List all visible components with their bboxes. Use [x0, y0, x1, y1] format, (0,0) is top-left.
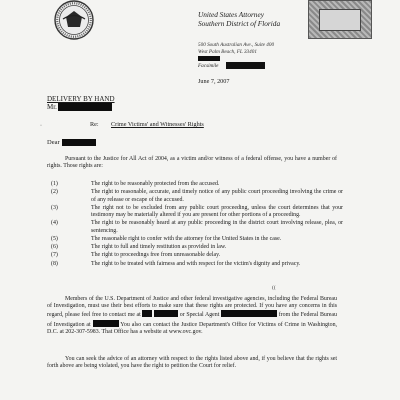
list-item: (6) The right to full and timely restitution as provided in law. — [51, 244, 227, 251]
list-item: (3) The right not to be excluded from any public court proceeding, unless the court determines that your testimony may be materially altered if you are present for other portions of a proceeding. — [51, 204, 343, 218]
list-item: (5) The reasonable right to confer with the attorney for the United States in the case. — [51, 235, 282, 242]
stray-mark: (( — [272, 285, 276, 291]
district-name: Southern District of Florida — [198, 18, 281, 28]
letterhead — [198, 11, 280, 28]
members-paragraph — [47, 296, 337, 336]
list-item: (8) The right to be treated with fairness and with respect for the victim's dignity and privacy. — [51, 260, 301, 267]
office-name: United States Attorney — [198, 10, 264, 19]
address-line-1: 500 South Australian Ave., Suite 400 — [198, 42, 275, 48]
intro-paragraph: Pursuant to the Justice for All Act of 2004, as a victim and/or witness of a federal offense, you have a number of rights. Those rights are: — [47, 156, 337, 170]
list-item: (2) The right to reasonable, accurate, and timely notice of any public court proceeding involving the crime or of any release or escape of the accused. — [51, 189, 343, 203]
redacted-agent-name — [221, 310, 277, 317]
facsimile-label: Facsimile — [198, 63, 219, 69]
rights-list — [47, 181, 343, 269]
members-text-1: Members of the U.S. Department of Justice and other federal investigative agencies, including the Federal Bureau of Investigation, must use their best efforts to make sure that these rights are protected. If you have any concerns in this regard, please feel free to contact me at — [47, 296, 337, 319]
redacted-phone-2 — [154, 310, 178, 317]
redacted-phone-inline — [142, 310, 152, 317]
members-text-2: or Special Agent — [179, 312, 220, 319]
redacted-salutation-name — [62, 139, 96, 146]
stamp-image — [308, 0, 372, 39]
stray-mark: · — [40, 123, 42, 129]
list-item: (1) The right to be reasonably protected from the accused. — [51, 181, 220, 187]
members-text-3: from the Federal Bureau of Investigation at — [47, 312, 337, 328]
members-text-4: You also can contact the Justice Department's Office for Victims of Crime in Washington, D.C. at 202-307-5983. That Office has a website at www.ovc.gov. — [47, 321, 337, 335]
redacted-fax — [226, 62, 265, 69]
stamp-center — [319, 9, 361, 31]
list-item: (7) The right to proceedings free from unreasonable delay. — [51, 252, 221, 259]
office-address — [198, 42, 274, 55]
redacted-recipient — [58, 103, 112, 111]
doj-seal-icon — [51, 0, 97, 42]
redacted-phone — [198, 56, 220, 61]
delivery-line: DELIVERY BY HAND — [47, 95, 115, 103]
closing-paragraph: You can seek the advice of an attorney with respect to the rights listed above and, if you believe that the rights set forth above are being violated, you have the right to petition the Court for relief. — [47, 356, 337, 370]
address-line-2: West Palm Beach, FL 33401 — [198, 48, 257, 55]
re-label: Re: — [90, 121, 99, 128]
recipient-prefix: Mr. — [47, 103, 57, 111]
salutation: Dear — [47, 139, 60, 146]
redacted-agent-phone — [93, 320, 119, 327]
list-item: (4) The right to be reasonably heard at any public proceeding in the district court involving release, plea, or sentencing. — [51, 220, 343, 234]
letter-date: June 7, 2007 — [198, 78, 230, 85]
re-subject: Crime Victims' and Witnesses' Rights — [111, 121, 204, 128]
